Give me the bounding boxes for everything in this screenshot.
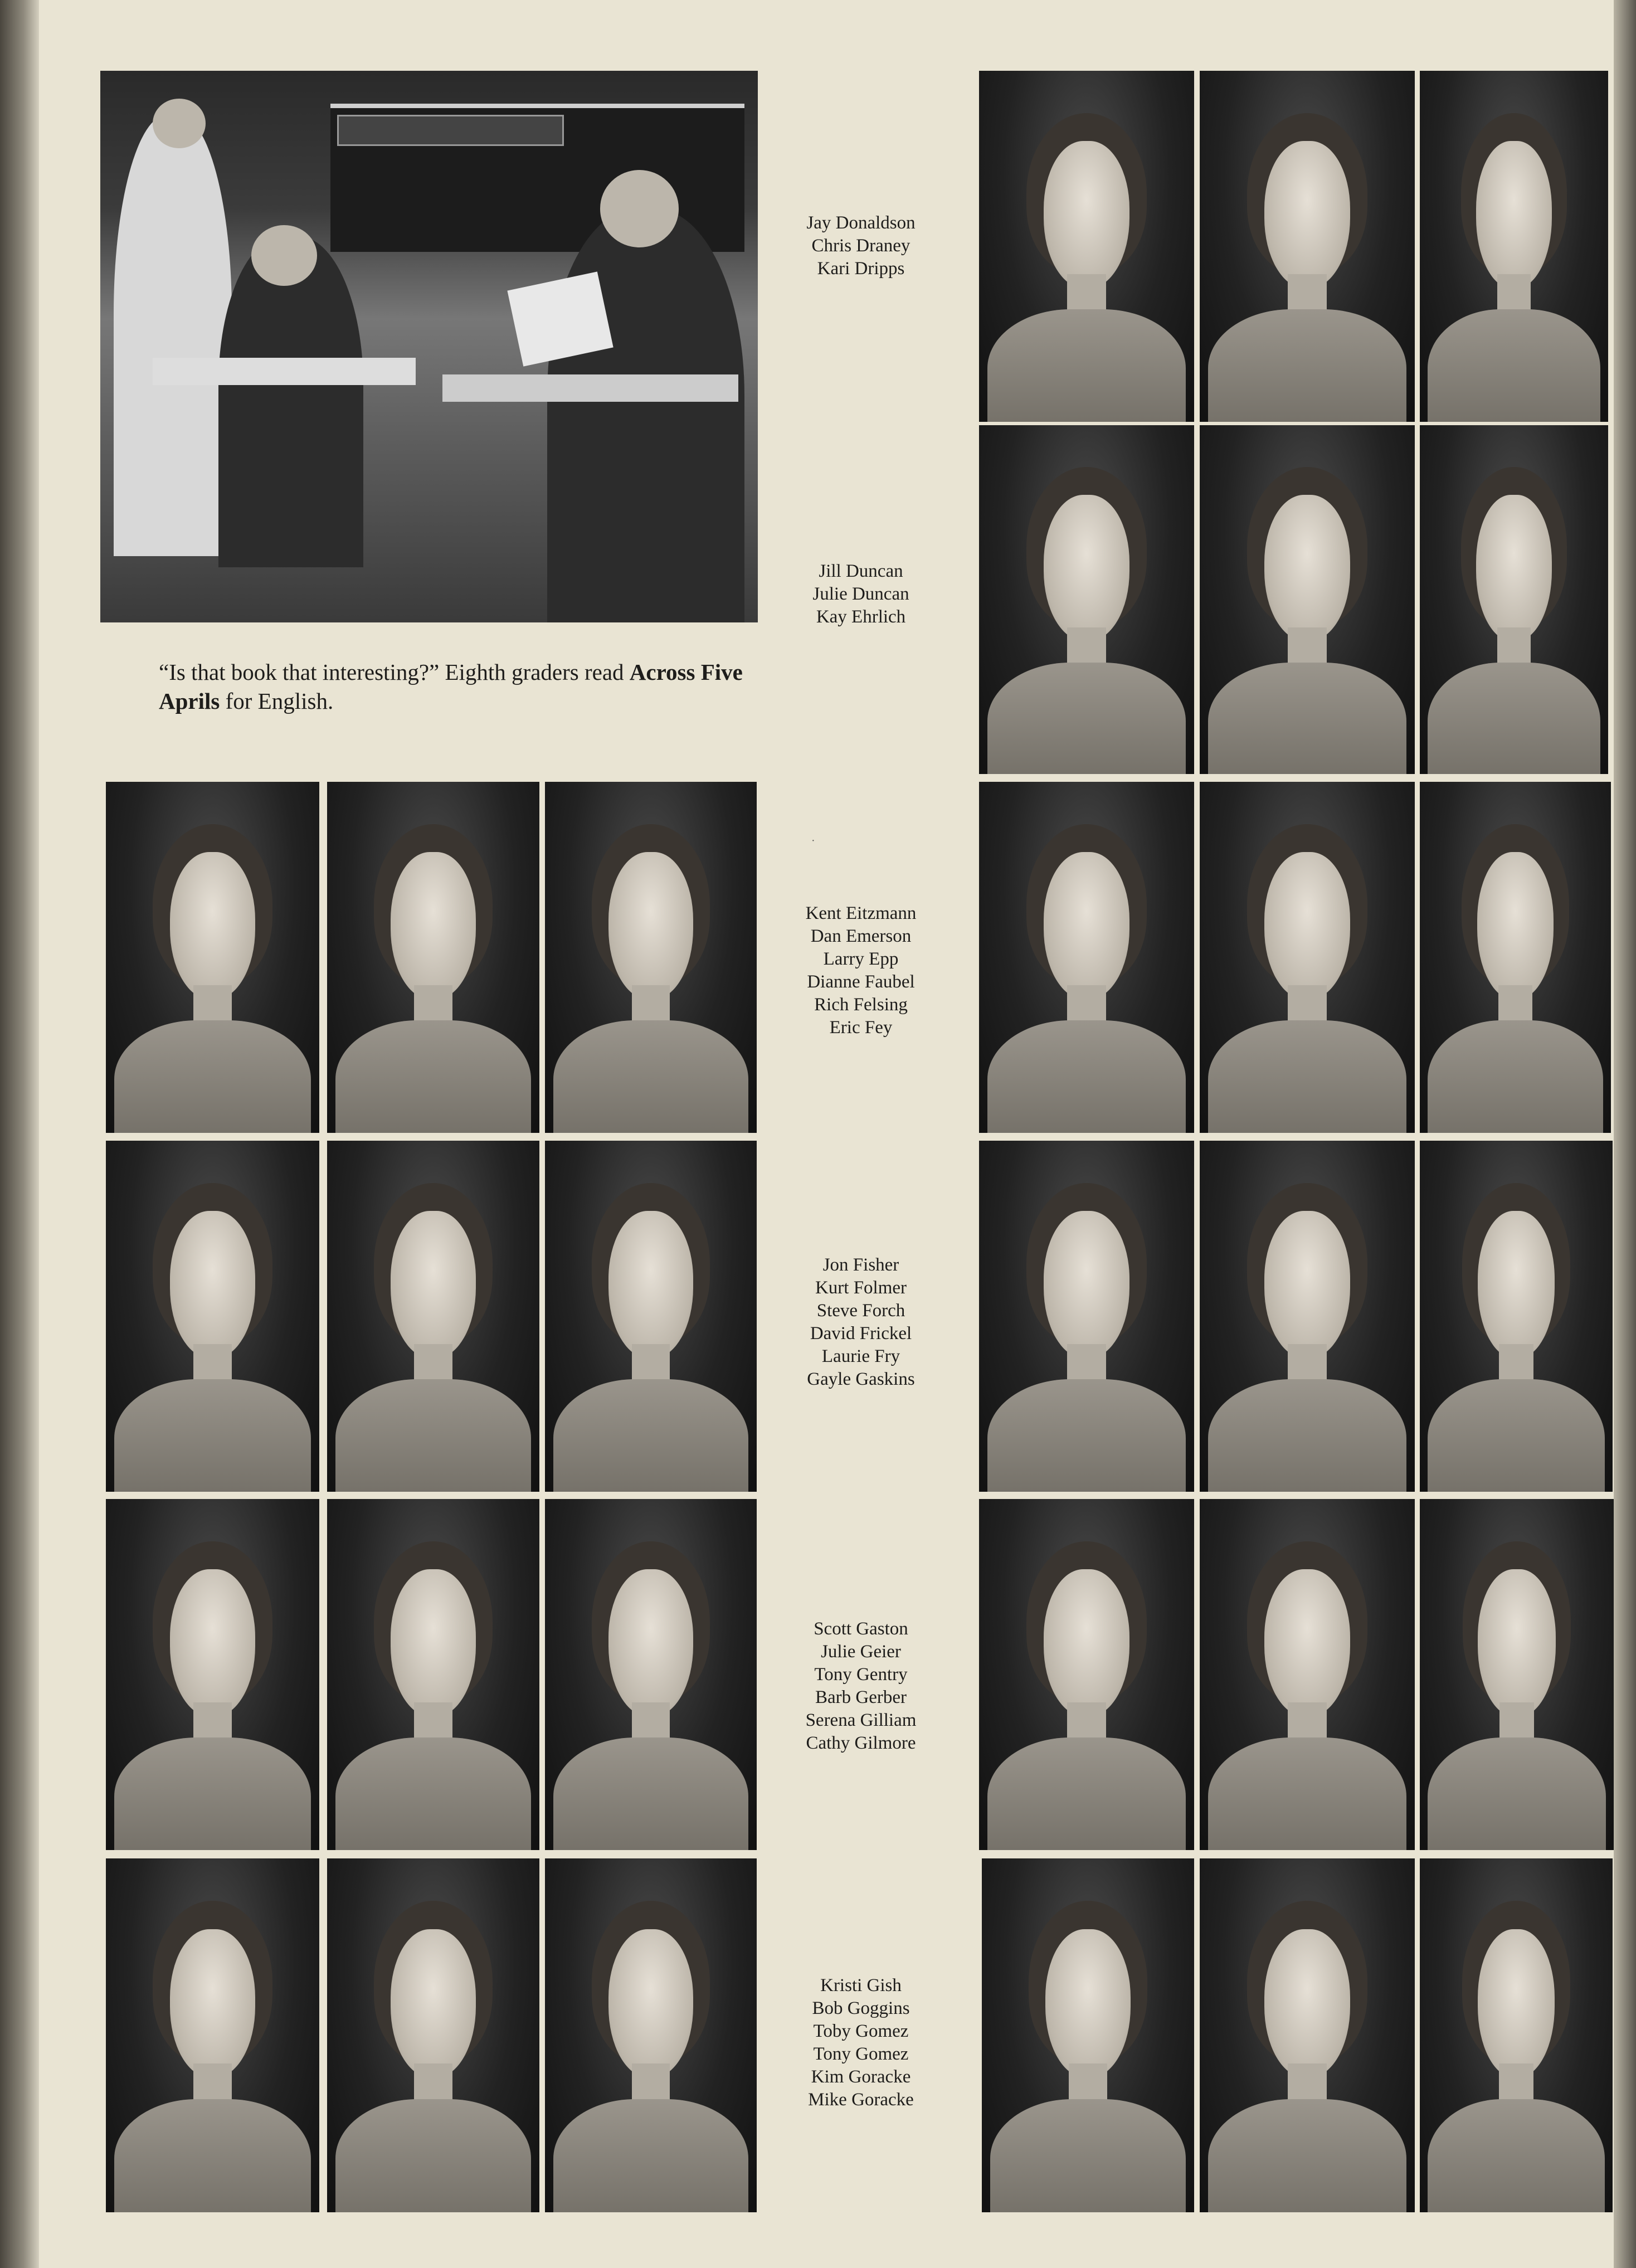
portrait-photo xyxy=(1200,71,1415,422)
student-name: Chris Draney xyxy=(811,236,910,256)
student-name: Jill Duncan xyxy=(819,561,903,581)
student-name: Cathy Gilmore xyxy=(806,1733,916,1753)
name-list xyxy=(777,1974,944,2111)
portrait-photo xyxy=(1420,1499,1614,1850)
student-name: Dianne Faubel xyxy=(807,972,915,992)
student-name: Dan Emerson xyxy=(810,926,912,946)
student-name: Kent Eitzmann xyxy=(805,903,917,923)
portrait-photo xyxy=(1200,782,1415,1133)
name-list xyxy=(777,1618,944,1755)
portrait-photo xyxy=(979,1141,1194,1492)
portrait-photo xyxy=(1200,1858,1415,2212)
student-name: Julie Geier xyxy=(821,1642,901,1662)
portrait-photo xyxy=(106,782,319,1133)
student-name: David Frickel xyxy=(810,1323,912,1344)
name-list xyxy=(777,1254,944,1391)
student-name: Kay Ehrlich xyxy=(816,607,906,627)
name-list xyxy=(777,902,944,1039)
portrait-photo xyxy=(545,1141,757,1492)
portrait-photo xyxy=(1420,1141,1613,1492)
page-right-edge xyxy=(1614,0,1636,2268)
student-name: Rich Felsing xyxy=(814,995,908,1015)
portrait-photo xyxy=(327,1499,539,1850)
student-name: Gayle Gaskins xyxy=(807,1369,915,1389)
portrait-photo xyxy=(1420,1858,1613,2212)
student-name: Serena Gilliam xyxy=(805,1710,917,1730)
student-name: Larry Epp xyxy=(823,949,899,969)
student-name: Kurt Folmer xyxy=(815,1278,907,1298)
student-name: Mike Goracke xyxy=(808,2090,914,2110)
name-list xyxy=(777,212,944,280)
student-name: Toby Gomez xyxy=(813,2021,909,2041)
student-name: Tony Gentry xyxy=(814,1665,908,1685)
portrait-photo xyxy=(1420,71,1608,422)
portrait-photo xyxy=(1200,425,1415,774)
portrait-photo xyxy=(545,782,757,1133)
student-name: Julie Duncan xyxy=(812,584,909,604)
portrait-photo xyxy=(327,1858,539,2212)
student-name: Barb Gerber xyxy=(815,1687,907,1707)
portrait-photo xyxy=(327,782,539,1133)
student-name: Steve Forch xyxy=(816,1301,905,1321)
portrait-photo xyxy=(1420,425,1608,774)
student-name: Kari Dripps xyxy=(817,259,905,279)
portrait-photo xyxy=(979,1499,1194,1850)
portrait-photo xyxy=(1420,782,1611,1133)
student-name: Kristi Gish xyxy=(820,1975,902,1996)
caption-book-title: Across Five Aprils xyxy=(159,659,743,714)
caption-quote: “Is that book that interesting?” Eighth graders read xyxy=(159,659,630,685)
portrait-photo xyxy=(1200,1141,1415,1492)
portrait-photo xyxy=(1200,1499,1415,1850)
portrait-photo xyxy=(979,71,1194,422)
portrait-photo xyxy=(545,1858,757,2212)
portrait-photo xyxy=(327,1141,539,1492)
student-name: Eric Fey xyxy=(829,1018,893,1038)
student-name: Kim Goracke xyxy=(811,2067,911,2087)
portrait-photo xyxy=(979,782,1194,1133)
student-name: Jay Donaldson xyxy=(806,213,916,233)
photo-caption xyxy=(159,658,761,716)
student-name: Tony Gomez xyxy=(813,2044,909,2064)
portrait-photo xyxy=(106,1499,319,1850)
student-name: Laurie Fry xyxy=(821,1346,900,1366)
portrait-photo xyxy=(106,1141,319,1492)
name-list xyxy=(777,560,944,629)
student-name: Scott Gaston xyxy=(814,1619,908,1639)
student-name: Bob Goggins xyxy=(812,1998,910,2018)
portrait-photo xyxy=(982,1858,1194,2212)
portrait-photo xyxy=(106,1858,319,2212)
portrait-photo xyxy=(545,1499,757,1850)
student-name: Jon Fisher xyxy=(822,1255,899,1275)
portrait-photo xyxy=(979,425,1194,774)
classroom-photo xyxy=(100,71,758,622)
binding-edge xyxy=(0,0,39,2268)
caption-tail: for English. xyxy=(220,688,334,714)
print-speck: · xyxy=(811,835,815,847)
